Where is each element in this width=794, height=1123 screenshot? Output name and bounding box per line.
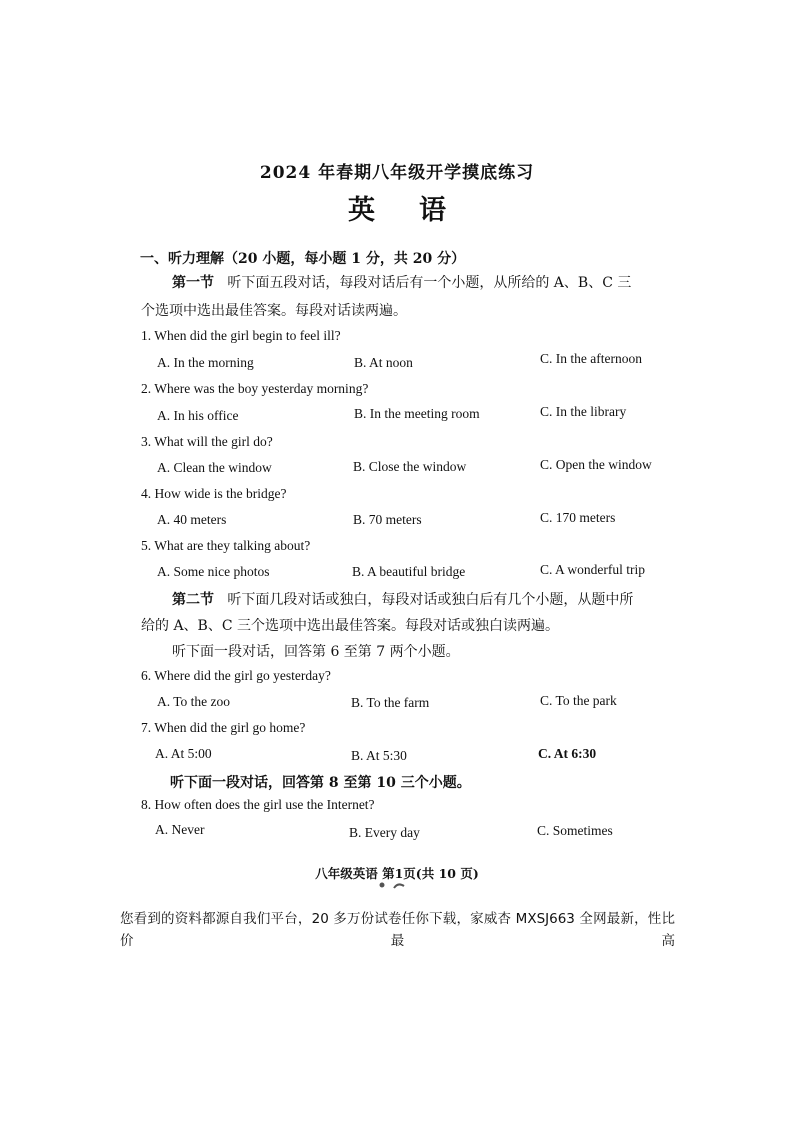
question-stem: 4. How wide is the bridge? (141, 486, 287, 501)
subject-title: 英语 (348, 195, 490, 226)
option-c: C. In the afternoon (540, 351, 642, 366)
option-c: C. 170 meters (540, 510, 616, 525)
option-b: B. Every day (349, 825, 420, 840)
section-heading: 一、听力理解（20 小题，每小题 1 分，共 20 分） (140, 251, 466, 267)
part2-text-line1: 听下面几段对话或独白，每段对话或独白后有几个小题，从题中所 (227, 592, 634, 608)
part2-text-line2: 给的 A、B、C 三个选项中选出最佳答案。每段对话或独白读两遍。 (141, 618, 560, 634)
page-footer: 八年级英语 第1页(共 10 页) (315, 866, 479, 881)
option-a: A. 40 meters (157, 512, 227, 527)
promo-note: 您看到的资料都源自我们平台，20 多万份试卷任你下载，家威杏 MXSJ663 全网最新，性比价最高 (120, 911, 675, 949)
question-stem: 3. What will the girl do? (141, 434, 273, 449)
question-stem: 1. When did the girl begin to feel ill? (141, 328, 341, 343)
option-c: C. Sometimes (537, 823, 613, 838)
option-a: A. In the morning (157, 355, 254, 370)
question-stem: 6. Where did the girl go yesterday? (141, 668, 331, 683)
option-c: C. In the library (540, 404, 627, 419)
question-stem: 5. What are they talking about? (141, 538, 311, 553)
option-a: A. Some nice photos (157, 564, 270, 579)
option-a: A. In his office (157, 408, 239, 423)
option-c: C. A wonderful trip (540, 562, 645, 577)
question-stem: 8. How often does the girl use the Internet? (141, 797, 375, 812)
part1-text-line1: 听下面五段对话，每段对话后有一个小题，从所给的 A、B、C 三 (227, 275, 632, 291)
question-stem: 2. Where was the boy yesterday morning? (141, 381, 369, 396)
option-a: A. Clean the window (157, 460, 272, 475)
option-b: B. 70 meters (353, 512, 422, 527)
option-b: B. To the farm (351, 695, 430, 710)
option-a: A. Never (155, 822, 205, 837)
dialog-instruction: 听下面一段对话，回答第 6 至第 7 两个小题。 (172, 644, 460, 660)
option-c: C. At 6:30 (538, 746, 597, 761)
scan-smudge-icon (376, 880, 410, 890)
part2-instruction (172, 589, 633, 609)
question-stem: 7. When did the girl go home? (141, 720, 306, 735)
option-b: B. A beautiful bridge (352, 564, 466, 579)
option-b: B. At noon (354, 355, 413, 370)
option-a: A. To the zoo (157, 694, 231, 709)
option-b: B. In the meeting room (354, 406, 480, 421)
part2-label: 第二节 (172, 592, 214, 608)
exam-title: 2024 年春期八年级开学摸底练习 (259, 163, 535, 183)
option-c: C. Open the window (540, 457, 652, 472)
dialog-instruction: 听下面一段对话，回答第 8 至第 10 三个小题。 (170, 775, 471, 791)
part1-instruction (172, 272, 631, 292)
part1-text-line2: 个选项中选出最佳答案。每段对话读两遍。 (141, 303, 407, 319)
option-c: C. To the park (540, 693, 617, 708)
option-a: A. At 5:00 (155, 746, 212, 761)
option-b: B. Close the window (353, 459, 467, 474)
option-b: B. At 5:30 (351, 748, 407, 763)
part1-label: 第一节 (172, 275, 214, 291)
